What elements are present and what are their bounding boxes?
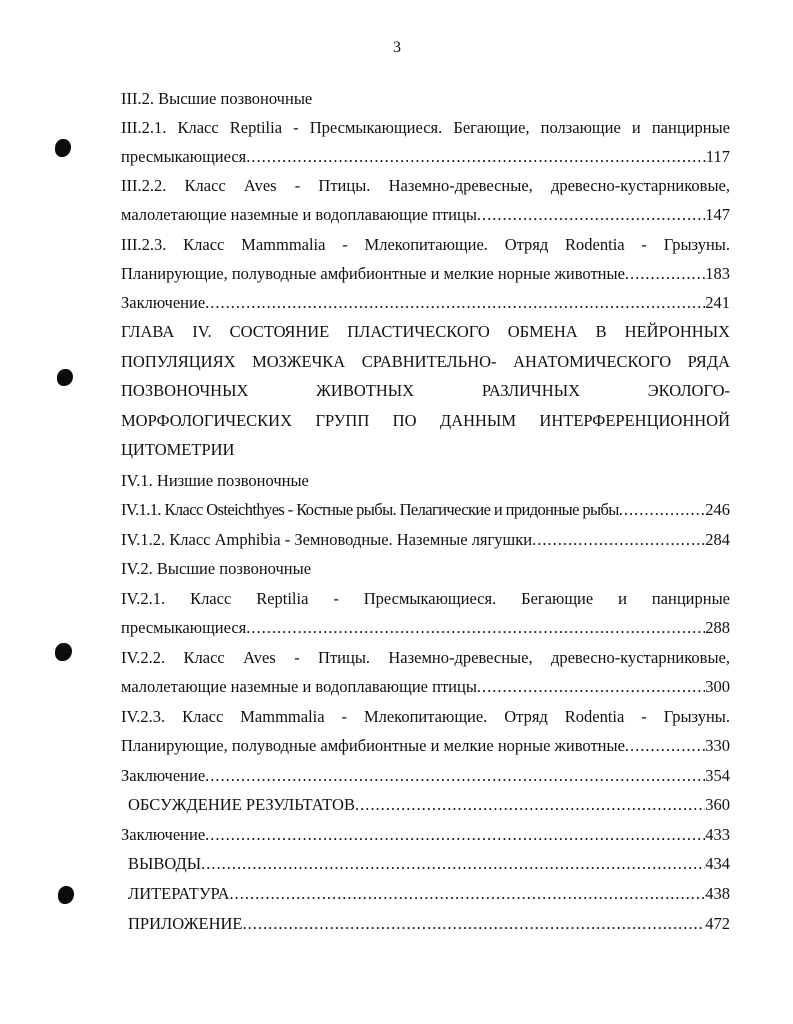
- toc-page-number: 117: [705, 147, 730, 166]
- dot-leader: [242, 913, 705, 935]
- toc-entry-leader: [121, 676, 730, 698]
- toc-entry-line: IV.2.1. Класс Reptilia - Пресмыкающиеся. Бегающие и панцирные: [121, 589, 730, 608]
- chapter-heading-line: ЦИТОМЕТРИИ: [121, 440, 235, 459]
- dot-leader: [201, 853, 705, 875]
- toc-entry-leader: [121, 292, 730, 314]
- toc-entry-leader: [121, 263, 730, 285]
- toc-page-number: 330: [705, 736, 730, 755]
- toc-entry-text: Планирующие, полуводные амфибионтные и мелкие норные животные: [121, 736, 625, 755]
- toc-page-number: 438: [705, 884, 730, 903]
- toc-page-number: 241: [705, 293, 730, 312]
- toc-entry-text: Заключение: [121, 825, 206, 844]
- dot-leader: [246, 146, 706, 168]
- toc-entry-leader: [128, 794, 730, 816]
- toc-entry-leader: [128, 913, 730, 935]
- dot-leader: [477, 204, 705, 226]
- dot-leader: [477, 676, 705, 698]
- toc-entry-line: III.2.2. Класс Aves - Птицы. Наземно-древесные, древесно-кустарниковые,: [121, 176, 730, 195]
- dot-leader: [619, 499, 705, 521]
- toc-page-number: 472: [705, 914, 730, 933]
- page-number: 3: [393, 39, 401, 56]
- toc-entry-text: ВЫВОДЫ: [128, 854, 202, 873]
- dot-leader: [205, 765, 705, 787]
- dot-leader: [625, 263, 705, 285]
- toc-entry-leader: [121, 499, 730, 521]
- dot-leader: [205, 292, 705, 314]
- toc-entry-leader: [121, 735, 730, 757]
- toc-entry-text: IV.1.1. Класс Osteichthyes - Костные рыбы. Пелагические и придонные рыбы: [121, 500, 619, 519]
- toc-page-number: 300: [705, 677, 730, 696]
- chapter-heading-line: ГЛАВА IV. СОСТОЯНИЕ ПЛАСТИЧЕСКОГО ОБМЕНА В НЕЙРОННЫХ: [121, 322, 730, 341]
- toc-page-number: 354: [705, 766, 730, 785]
- scan-artifact-blob: [55, 643, 72, 661]
- toc-entry-text: малолетающие наземные и водоплавающие птицы: [121, 677, 477, 696]
- toc-entry-line: IV.2.2. Класс Aves - Птицы. Наземно-древесные, древесно-кустарниковые,: [121, 648, 730, 667]
- dot-leader: [355, 794, 705, 816]
- toc-section-heading: IV.1. Низшие позвоночные: [121, 471, 309, 490]
- toc-page-number: 183: [705, 264, 730, 283]
- toc-entry-text: Заключение: [121, 293, 206, 312]
- dot-leader: [230, 883, 706, 905]
- toc-section-heading: III.2. Высшие позвоночные: [121, 89, 313, 108]
- chapter-heading-line: МОРФОЛОГИЧЕСКИХ ГРУПП ПО ДАННЫМ ИНТЕРФЕРЕНЦИОННОЙ: [121, 411, 730, 430]
- scan-artifact-blob: [55, 139, 71, 157]
- dot-leader: [625, 735, 705, 757]
- chapter-heading-line: ПОПУЛЯЦИЯХ МОЗЖЕЧКА СРАВНИТЕЛЬНО- АНАТОМИЧЕСКОГО РЯДА: [121, 352, 730, 371]
- toc-page-number: 246: [705, 500, 730, 519]
- chapter-heading-line: ПОЗВОНОЧНЫХ ЖИВОТНЫХ РАЗЛИЧНЫХ ЭКОЛОГО-: [121, 381, 730, 400]
- scan-artifact-blob: [57, 369, 73, 386]
- dot-leader: [205, 824, 705, 846]
- dot-leader: [532, 529, 705, 551]
- toc-entry-text: Планирующие, полуводные амфибионтные и мелкие норные животные: [121, 264, 625, 283]
- toc-page-number: 288: [705, 618, 730, 637]
- toc-entry-text: IV.1.2. Класс Amphibia - Земноводные. Наземные лягушки: [121, 530, 533, 549]
- toc-page-number: 433: [705, 825, 730, 844]
- toc-entry-leader: [121, 824, 730, 846]
- toc-entry-text: ЛИТЕРАТУРА: [128, 884, 230, 903]
- toc-entry-text: пресмыкающиеся: [121, 618, 247, 637]
- toc-section-heading: IV.2. Высшие позвоночные: [121, 559, 312, 578]
- toc-page-number: 434: [705, 854, 730, 873]
- toc-entry-leader: [121, 765, 730, 787]
- toc-entry-text: ПРИЛОЖЕНИЕ: [128, 914, 243, 933]
- toc-entry-line: III.2.3. Класс Mammmalia - Млекопитающие. Отряд Rodentia - Грызуны.: [121, 235, 730, 254]
- dot-leader: [246, 617, 705, 639]
- toc-page-number: 147: [705, 205, 730, 224]
- toc-entry-line: IV.2.3. Класс Mammmalia - Млекопитающие. Отряд Rodentia - Грызуны.: [121, 707, 730, 726]
- toc-entry-leader: [128, 853, 730, 875]
- toc-entry-leader: [121, 204, 730, 226]
- toc-page-number: 284: [705, 530, 730, 549]
- toc-entry-text: ОБСУЖДЕНИЕ РЕЗУЛЬТАТОВ: [128, 795, 355, 814]
- toc-entry-leader: [128, 883, 730, 905]
- toc-entry-leader: [121, 146, 730, 168]
- scan-artifact-blob: [58, 886, 74, 904]
- toc-page-number: 360: [705, 795, 730, 814]
- toc-entry-text: пресмыкающиеся: [121, 147, 247, 166]
- toc-entry-leader: [121, 617, 730, 639]
- toc-entry-text: малолетающие наземные и водоплавающие птицы: [121, 205, 477, 224]
- toc-entry-line: III.2.1. Класс Reptilia - Пресмыкающиеся. Бегающие, ползающие и панцирные: [121, 118, 730, 137]
- toc-entry-leader: [121, 529, 730, 551]
- toc-entry-text: Заключение: [121, 766, 206, 785]
